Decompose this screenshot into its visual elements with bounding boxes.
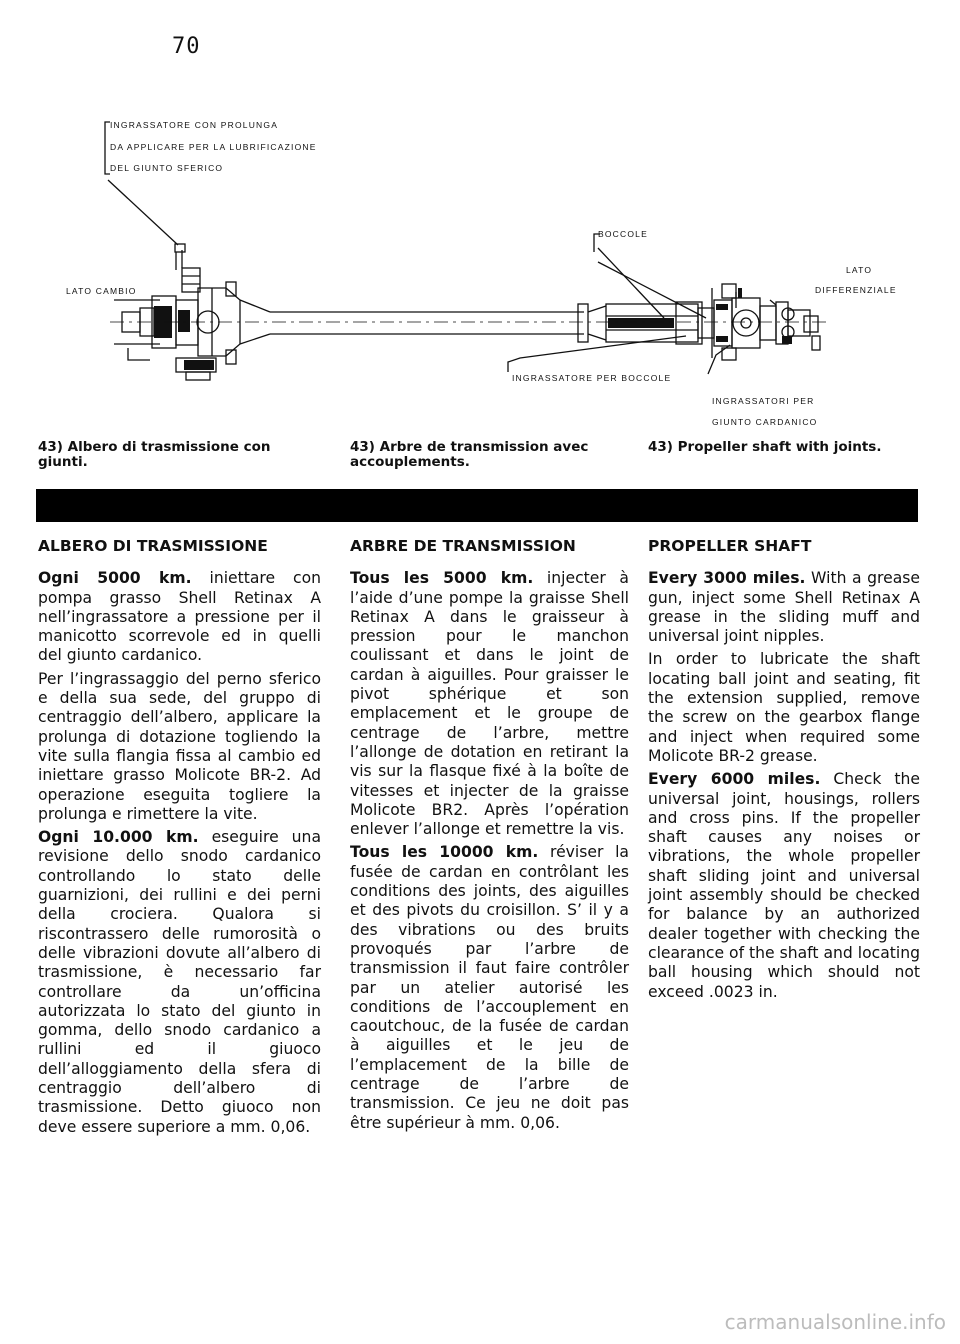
label-differential-side-2: DIFFERENZIALE — [815, 285, 897, 295]
label-differential-side-1: LATO — [846, 265, 873, 275]
paragraph-text: In order to lubricate the shaft locating ball joint and seating, fit the extension supplied, remove the screw on the gearbox flange and inject when required some Molicote BR-2 grease. — [648, 650, 920, 765]
paragraph-lead: Tous les 5000 km. — [350, 569, 534, 588]
label-gearbox-side: LATO CAMBIO — [66, 286, 137, 296]
paragraph-text: iniettare con pompa grasso Shell Retinax A nell’ingrassatore a pressione per il manicotto scorrevole ed in quelli del giunto cardanico. — [38, 569, 322, 665]
paragraph-lead: Every 6000 miles. — [648, 770, 821, 789]
paragraph-lead: Tous les 10000 km. — [350, 843, 539, 862]
label-bushings: BOCCOLE — [598, 229, 648, 239]
watermark: carmanualsonline.info — [724, 1310, 946, 1334]
paragraph-lead: Ogni 5000 km. — [38, 569, 192, 588]
paragraph-text: Per l’ingrassaggio del perno sferico e della sua sede, del gruppo di centraggio dell’albero, applicare la prolunga di dotazione togliendo la vite sulla flangia fissa al cambio ed iniettare grasso Molicote BR-2. Ad operazione eseguita togliere la prolunga e rimettere la vite. — [38, 669, 321, 823]
paragraph — [350, 569, 629, 839]
label-grease-nipple-extension-2: DA APPLICARE PER LA LUBRIFICAZIONE — [110, 142, 317, 152]
paragraph-lead: Every 3000 miles. — [648, 569, 806, 588]
column-english — [648, 537, 920, 1006]
caption-english: 43) Propeller shaft with joints. — [648, 439, 882, 455]
label-grease-nipple-extension-1: INGRASSATORE CON PROLUNGA — [110, 120, 279, 130]
page-number: 70 — [172, 34, 201, 59]
paragraph-text: réviser la fusée de cardan en contrôlant les conditions des joints, des aiguilles et des pivots du croisillon. S’ il y a des vibrations ou des bruits provoqués par l’arbre de transmission il faut faire contrôler par un atelier autorisé les conditions de l’accouplement en caoutchouc, de la fusée de cardan à aiguilles et le jeu de l’emplacement de la bille de centrage de l’arbre de transmission. Ce jeu ne doit pas être supérieur à mm. 0,06. — [350, 843, 629, 1132]
paragraph — [350, 843, 629, 1132]
paragraph — [648, 770, 920, 1002]
label-bushing-grease-nipple: INGRASSATORE PER BOCCOLE — [512, 373, 672, 383]
section-divider-band — [36, 489, 918, 522]
paragraph — [38, 828, 321, 1137]
column-title-english: PROPELLER SHAFT — [648, 537, 812, 555]
paragraph — [648, 569, 920, 646]
column-title-italian: ALBERO DI TRASMISSIONE — [38, 537, 268, 555]
caption-italian: 43) Albero di trasmissione con giunti. — [38, 439, 271, 470]
column-title-french: ARBRE DE TRANSMISSION — [350, 537, 576, 555]
paragraph-text: Check the universal joint, housings, rollers and cross pins. If the propeller shaft causes any noises or vibrations, the whole propeller shaft sliding joint and universal joint assembly should be checked for balance by an authorized dealer together with checking the clearance of the shaft and locating ball housing which should not exceed .0023 in. — [648, 770, 920, 1001]
paragraph-text: injecter à l’aide d’une pompe la graisse Shell Retinax A dans le graisseur à pression pour le manchon coulissant et dans le joint de cardan à aiguilles. Pour graisser le pivot sphérique et son emplacement et le groupe de centrage de l’arbre, mettre l’allonge de dotation en retirant la vis sur la flasque fixé à la boîte de vitesses et injecter de la graisse Molicote BR2. Après l’opération enlever l’allonge et remettre la vis. — [350, 569, 629, 839]
column-french — [350, 537, 629, 1137]
label-cardan-grease-nipples-2: GIUNTO CARDANICO — [712, 417, 818, 427]
label-grease-nipple-extension-3: DEL GIUNTO SFERICO — [110, 163, 224, 173]
paragraph — [38, 569, 321, 665]
label-cardan-grease-nipples-1: INGRASSATORI PER — [712, 396, 815, 406]
propeller-shaft-diagram — [0, 0, 960, 440]
paragraph-text: eseguire una revisione dello snodo cardanico controllando lo stato delle guarnizioni, dei rullini e dei perni della crociera. Qualora si riscontrassero delle rumorosità o delle vibrazioni dovute all’albero di trasmissione, è necessario far controllare da un’officina autorizzata lo stato del giunto in gomma, dello snodo cardanico a rullini ed il giuoco dell’alloggiamento della sfera di centraggio dell’albero di trasmissione. Detto giuoco non deve essere superiore a mm. 0,06. — [38, 828, 321, 1136]
paragraph — [38, 670, 321, 824]
column-italian — [38, 537, 321, 1141]
caption-french: 43) Arbre de transmission avec accouplements. — [350, 439, 589, 470]
paragraph — [648, 650, 920, 766]
paragraph-lead: Ogni 10.000 km. — [38, 828, 199, 847]
paragraph-text: With a grease gun, inject some Shell Retinax A grease in the sliding muff and universal joint nipples. — [648, 569, 920, 646]
